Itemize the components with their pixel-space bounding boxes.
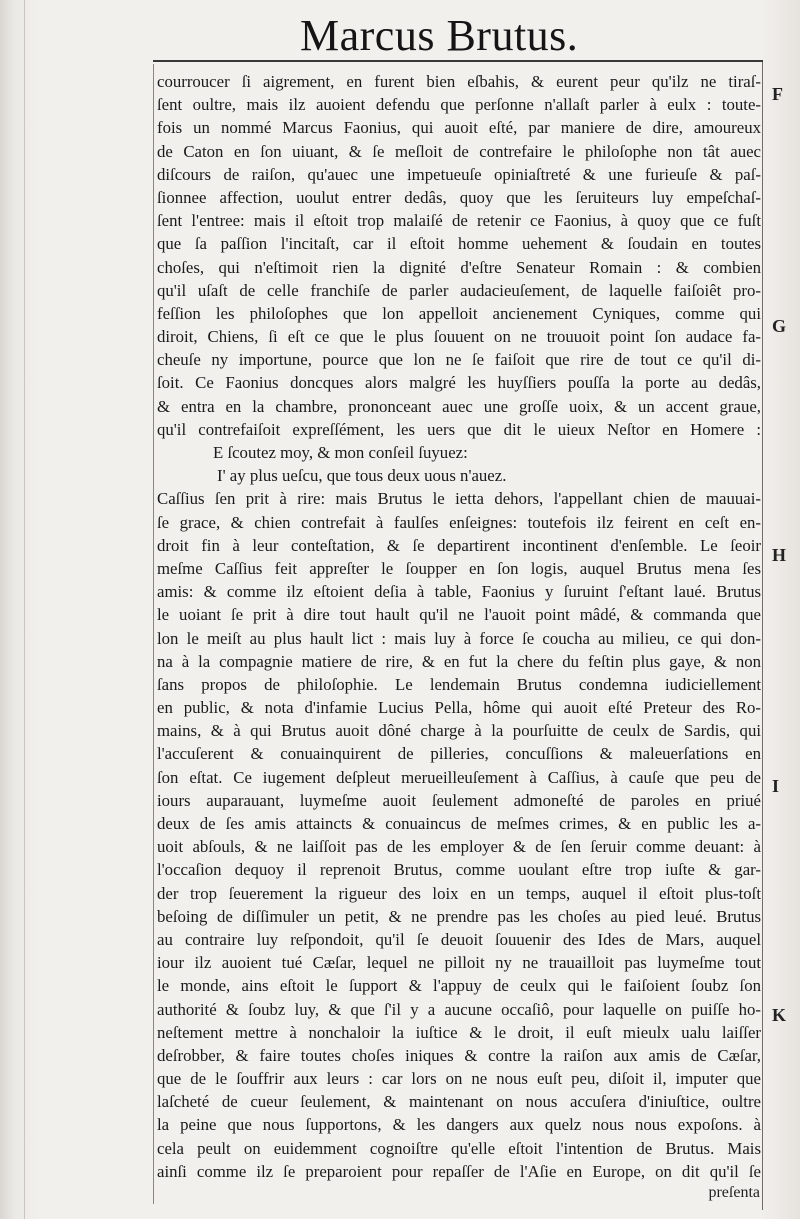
text-line: der trop ſeuerement la rigueur des loix en un temps, auquel il eſtoit plus-toſt (157, 883, 761, 903)
text-line: courroucer ſi aigrement, en furent bien eſbahis, & eurent peur qu'ilz ne tiraſ- (157, 72, 761, 91)
text-line: ſans propos de philoſophie. Le lendemain Brutus condemna iudiciellement (157, 674, 761, 694)
text-line: & entra en la chambre, prononceant auec une groſſe uoix, & un accent graue, (157, 396, 761, 416)
text-line: authorité & ſoubz luy, & que ſ'il y a aucune occaſiô, pour laquelle on puiſſe ho- (157, 999, 761, 1019)
text-line: ſe grace, & chien contrefait à faulſes enſeignes: toutefois ilz feirent en ceſt en- (157, 512, 761, 532)
text-line: cheuſe ny importune, pource que lon ne ſe faiſoit que rire de tout ce qu'il di- (157, 350, 761, 370)
margin-marker-h: H (772, 545, 787, 565)
text-line: beſoing de diſſimuler un petit, & ne prendre pas les choſes au pied leué. Brutus (157, 906, 761, 926)
text-line: amis: & comme ilz eſtoient deſia à table, Faonius y ſuruint ſ'eſtant laué. Brutus (157, 582, 761, 602)
left-margin-rule (153, 64, 154, 1204)
text-line: ſionnee affection, uoulut entrer dedâs, quoy que les ſeruiteurs luy empeſchaſ- (157, 187, 761, 207)
text-line: iour ilz auoient tué Cæſar, lequel ne pilloit ny ne trauailloit pas luymeſme tout (157, 953, 761, 973)
text-line: meſme Caſſius feit appreſter le ſoupper en ſon logis, auquel Brutus mena ſes (157, 558, 761, 578)
text-line: diroit, Chiens, ſi eſt ce que le plus ſouuent on ne trouuoit point ſon audace fa- (157, 327, 761, 347)
catchword: preſenta (708, 1184, 760, 1201)
margin-marker-k: K (772, 1005, 787, 1025)
text-line: Caſſius ſen prit à rire: mais Brutus le ietta dehors, l'appellant chien de mauuai- (157, 489, 761, 509)
text-line: I' ay plus ueſcu, que tous deux uous n'auez. (217, 466, 507, 486)
text-line: qu'il contrefaiſoit expreſſément, les uers que dit le uieux Neſtor en Homere : (157, 419, 761, 439)
text-line: que de le ſouffrir aux leurs : car lors on ne nous euſt peu, diſoit il, imputer que (157, 1069, 761, 1089)
text-line: qu'il uſaſt de celle franchiſe de parler audacieuſement, de laquelle faiſoiêt pro- (157, 280, 761, 300)
text-line: lon le meiſt au plus hault lict : mais luy à force ſe coucha au milieu, ce qui don- (157, 628, 761, 648)
text-line: diſcours de raiſon, qu'auec une impetueuſe opiniaſtreté & une furieuſe & paſ- (157, 164, 761, 184)
text-line: iours auparauant, luymeſme auoit ſeulement admoneſté de paroles en priué (157, 790, 761, 810)
text-line: ainſi comme ilz ſe preparoient pour repaſſer de l'Aſie en Europe, on dit qu'il ſe (157, 1161, 761, 1181)
binding-edge (24, 0, 25, 1219)
margin-marker-f: F (772, 84, 783, 104)
text-line: laſcheté de cueur ſeulement, & maintenant on nous accuſera d'iniuſtice, oultre (157, 1092, 761, 1112)
text-line: na à la compagnie matiere de rire, & en fut la chere du feſtin plus gaye, & non (157, 651, 761, 671)
text-line: deſrobber, & faire toutes choſes iniques & contre la raiſon aux amis de Cæſar, (157, 1045, 761, 1065)
text-line: au contraire luy reſpondoit, qu'il ſe deuoit ſouuenir des Ides de Mars, auquel (157, 929, 761, 949)
text-line: ſon eſtat. Ce iugement deſpleut merueilleuſement à Caſſius, à cauſe que peu de (157, 767, 761, 787)
text-line: deux de ſes amis attaincts & conuaincus de meſmes crimes, & en public les a- (157, 814, 761, 833)
text-line: E ſcoutez moy, & mon conſeil ſuyuez: (213, 443, 468, 462)
running-title: Marcus Brutus. (300, 11, 579, 60)
text-line: l'occaſion dequoy il reprenoit Brutus, comme uoulant eſtre trop iuſte & gar- (157, 860, 761, 880)
text-line: l'accuſerent & conuainquirent de pilleries, concuſſions & maleuerſations en (157, 744, 761, 764)
right-margin-rule (762, 60, 763, 1210)
text-line: ſoit. Ce Faonius doncques alors malgré les huyſſiers pouſſa la porte au dedâs, (157, 373, 761, 393)
text-line: cela peult on euidemment cognoiſtre qu'elle eſtoit l'intention de Brutus. Mais (157, 1138, 761, 1158)
text-line: mains, & à qui Brutus auoit dôné charge à la pourſuitte de ceulx de Sardis, qui (157, 721, 761, 741)
text-line: la peine que nous ſupportons, & les dangers aux quelz nous nous expoſons. à (157, 1115, 761, 1135)
text-line: le uoiant ſe prit à dire tout hault qu'il ne l'auoit point mâdé, & commanda que (157, 605, 761, 625)
text-line: que ſa paſſion l'incitaſt, car il eſtoit homme uehement & ſoudain en toutes (157, 234, 761, 254)
margin-marker-g: G (772, 316, 787, 336)
text-line: feſſion les philoſophes que lon appelloit ancienement Cyniques, comme qui (157, 303, 761, 323)
text-line: droit fin à leur conteſtation, & ſe departirent incontinent d'enſemble. Le ſeoir (157, 535, 761, 555)
text-line: de Caton en ſon uiuant, & ſe meſloit de contrefaire le philoſophe non tât auec (157, 141, 761, 161)
text-line: neſtement mettre à nonchaloir la iuſtice & le droit, il euſt mieulx ualu laiſſer (157, 1022, 761, 1042)
text-line: ſent oultre, mais ilz auoient defendu que perſonne n'allaſt parler à eulx : toute- (157, 95, 761, 115)
text-line: uoit abſouls, & ne laiſſoit pas de les employer & de ſen ſeruir comme deuant: à (157, 837, 761, 857)
text-line: le monde, ains eſtoit le ſupport & l'appuy de ceulx qui le faiſoient ſoubz ſon (157, 976, 761, 996)
text-line: en public, & nota d'infamie Lucius Pella, hôme qui auoit eſté Preteur des Ro- (157, 698, 761, 718)
text-line: fois un nommé Marcus Faonius, qui auoit eſté, par maniere de dire, amoureux (157, 118, 761, 138)
text-line: choſes, qui n'eſtimoit rien la dignité d'eſtre Senateur Romain : & combien (157, 257, 761, 277)
text-line: ſent l'entree: mais il eſtoit trop malaiſé de retenir ce Faonius, à quoy que ce fuſt (157, 211, 761, 231)
margin-marker-i: I (772, 776, 780, 796)
body-text (157, 70, 761, 1183)
